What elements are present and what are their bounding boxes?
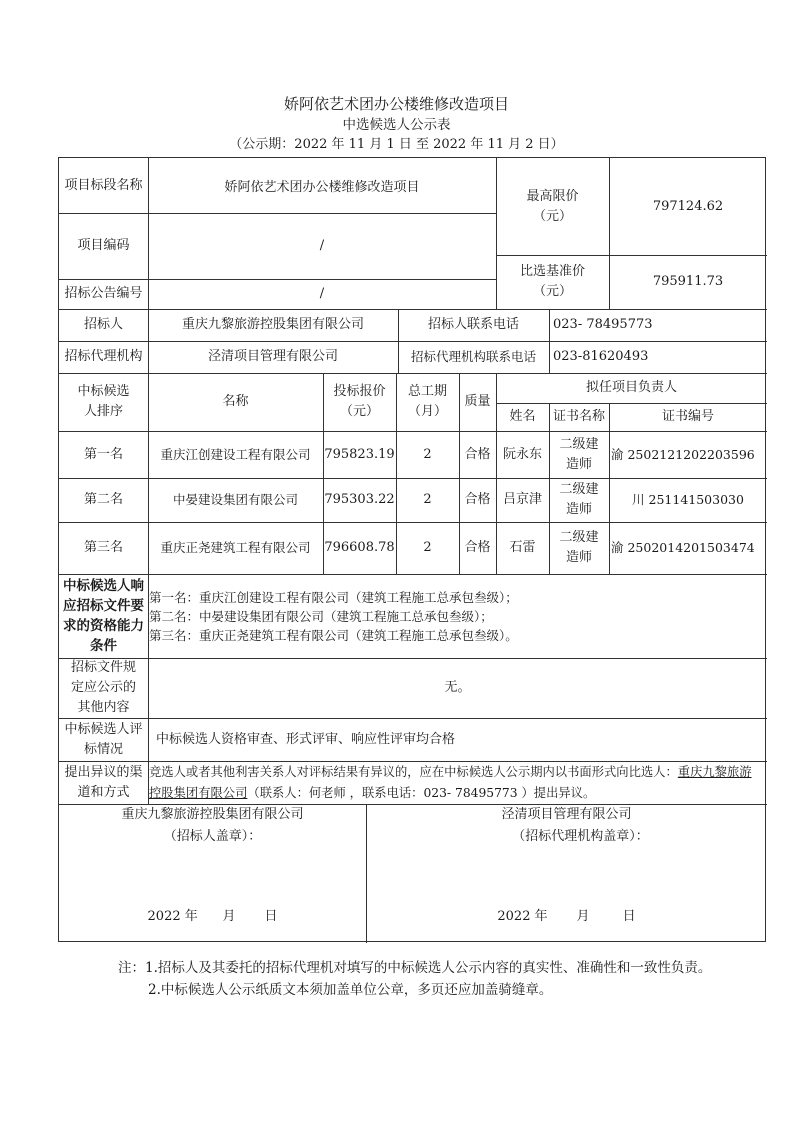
objection-text: 竞选人或者其他利害关系人对评标结果有异议的，应在中标候选人公示期内以书面形式向比选人： [149,765,678,779]
candidate-cert-name: 二级建造师 [559,530,599,565]
tenderer-label: 招标人 [83,317,123,332]
base-price-label: 比选基准价（元） [519,264,585,299]
project-code-value: / [319,238,325,253]
tenderer-sign-date: 2022 年 月 日 [147,909,278,924]
manager-header: 拟任项目负责人 [585,380,677,395]
max-price-value: 797124.62 [652,198,724,214]
qualification-content [148,574,767,658]
candidate-cert-name: 二级建造师 [559,482,599,517]
qualification-line: 第三名：重庆正尧建筑工程有限公司（建筑工程施工总承包叁级）。 [149,627,518,643]
qualification-line: 第一名：重庆江创建设工程有限公司（建筑工程施工总承包叁级）； [149,589,518,605]
candidate-rank: 第一名 [83,446,123,462]
period-header: 总工期（月） [408,384,448,419]
tenderer-phone-label: 招标人联系电话 [427,317,519,332]
candidate-name: 重庆江创建设工程有限公司 [160,446,311,462]
objection-contact-info: （联系人：何老师 ，联系电话：023- 78495773 ）提出异议。 [247,786,596,800]
base-price-value: 795911.73 [652,274,724,289]
agency-phone-label: 招标代理机构联系电话 [410,349,536,364]
candidate-cert-no: 渝 2502014201503474 [611,540,755,555]
agency-sign-org: 泾清项目管理有限公司 [501,807,632,822]
objection-contact-company: 重庆九黎旅游控股集团有限公司 [149,765,752,800]
qualification-line: 第二名：中晏建设集团有限公司（建筑工程施工总承包叁级）； [149,608,493,624]
tenderer-phone-value: 023- 78495773 [553,317,653,332]
cert-name-header: 证书名称 [552,409,605,424]
notice-number-value: / [319,286,325,301]
candidate-price: 795823.19 [324,446,395,462]
candidate-person: 阮永东 [502,446,542,462]
agency-label: 招标代理机构 [64,349,143,364]
candidate-name: 中晏建设集团有限公司 [172,492,298,507]
person-header: 姓名 [509,409,536,424]
candidate-cert-no: 川 251141503030 [632,492,744,507]
document-header [0,93,793,155]
agency-value: 泾清项目管理有限公司 [207,349,338,364]
cert-no-header: 证书编号 [661,409,714,424]
candidate-cert-no: 渝 2502121202203596 [611,446,755,462]
objection-content [148,761,767,804]
candidate-period: 2 [423,492,432,507]
agency-seal-label: （招标代理机构盖章）： [512,829,649,844]
tenderer-seal-label: （招标人盖章）： [163,829,262,844]
candidate-period: 2 [423,446,432,462]
candidate-quality: 合格 [464,446,491,462]
agency-phone-value: 023-81620493 [553,349,649,364]
agency-sign-date: 2022 年 月 日 [497,909,636,924]
candidate-quality: 合格 [464,540,491,555]
candidate-quality: 合格 [464,492,491,507]
review-value: 中标候选人资格审查、形式评审、响应性评审均合格 [156,731,456,747]
other-content-value: 无。 [444,680,471,695]
project-name-label: 项目标段名称 [64,177,143,193]
note-1: 注：1.招标人及其委托的招标代理机对填写的中标候选人公示内容的真实性、准确性和一致性负责。 [118,960,712,976]
document-title: 娇阿依艺术团办公楼维修改造项目 [283,95,509,113]
project-code-label: 项目编码 [77,238,130,253]
objection-label: 提出异议的渠道和方式 [64,764,143,800]
candidate-person: 吕京津 [502,492,542,507]
candidate-period: 2 [423,540,432,555]
rank-header: 中标候选人排序 [77,384,130,419]
document-subtitle: 中选候选人公示表 [342,117,451,133]
notes [118,958,718,1000]
notice-number-label: 招标公告编号 [64,286,143,301]
other-content-label: 招标文件规定应公示的其他内容 [70,660,136,715]
tenderer-sign-org: 重庆九黎旅游控股集团有限公司 [121,807,304,822]
candidate-table [58,157,766,942]
candidate-rank: 第三名 [83,540,123,555]
candidate-price: 795303.22 [324,492,395,507]
candidate-name: 重庆正尧建筑工程有限公司 [160,540,311,555]
candidate-price: 796608.78 [324,540,395,555]
qualification-label: 中标候选人响应招标文件要求的资格能力条件 [63,578,144,654]
candidate-rank: 第二名 [83,492,123,507]
tenderer-value: 重庆九黎旅游控股集团有限公司 [181,317,364,332]
candidate-cert-name: 二级建造师 [559,436,599,472]
max-price-label: 最高限价（元） [526,188,579,224]
note-2: 2.中标候选人公示纸质文本须加盖单位公章，多页还应加盖骑缝章。 [148,982,553,998]
quality-header: 质量 [464,394,491,409]
review-label: 中标候选人评标情况 [64,721,143,757]
name-header: 名称 [222,394,249,409]
candidate-person: 石雷 [509,540,536,555]
price-header: 投标报价（元） [333,384,386,419]
publicity-period: （公示期：2022 年 11 月 1 日 至 2022 年 11 月 2 日） [229,137,564,152]
project-name-value: 娇阿依艺术团办公楼维修改造项目 [224,180,420,195]
